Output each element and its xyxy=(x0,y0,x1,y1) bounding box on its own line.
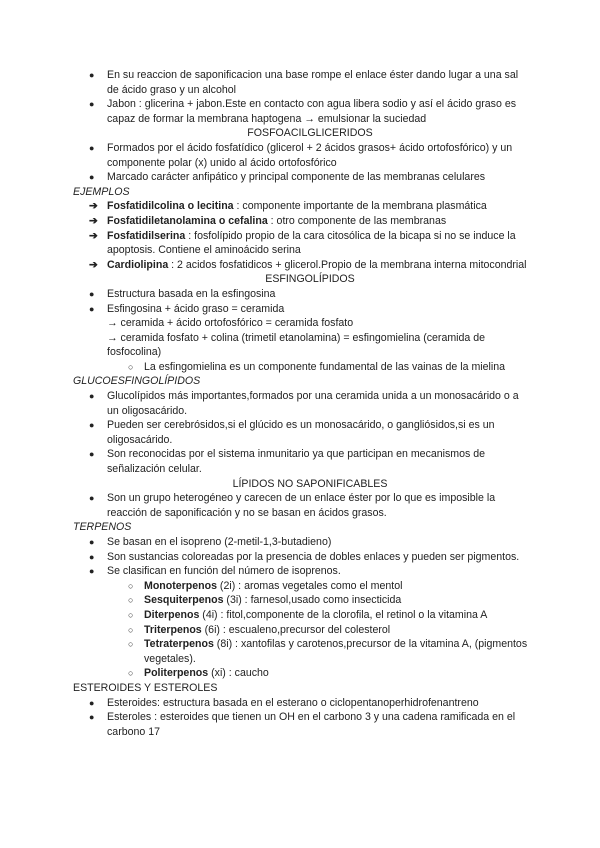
section-heading: ESTEROIDES Y ESTEROLES xyxy=(73,681,218,694)
sub-list-item: ○ Sesquiterpenos (3i) : farnesol,usado como insecticida xyxy=(128,594,402,607)
list-item: ➔ Cardiolipina : 2 acidos fosfatidicos + glicerol.Propio de la membrana interna mitocondrial xyxy=(89,258,527,271)
circle-bullet-icon: ○ xyxy=(128,624,134,635)
circle-bullet-icon: ○ xyxy=(128,580,134,591)
bullet-icon: ● xyxy=(89,566,95,577)
bullet-icon: ● xyxy=(89,449,95,460)
circle-bullet-icon: ○ xyxy=(128,609,134,620)
bullet-icon: ● xyxy=(89,172,95,183)
list-item: ● Glucolípidos más importantes,formados por una ceramida unida a un monosacárido o a un oligosacárido. xyxy=(89,390,519,417)
bullet-icon: ● xyxy=(89,288,95,299)
section-heading: EJEMPLOS xyxy=(73,185,130,198)
sub-list-item: ○ Politerpenos (xi) : caucho xyxy=(128,667,269,680)
list-item: ➔ Fosfatidilcolina o lecitina : componente importante de la membrana plasmática xyxy=(89,200,487,213)
bullet-icon: ● xyxy=(89,697,95,708)
list-item: ● Esteroides: estructura basada en el esterano o ciclopentanoperhidrofenantreno xyxy=(89,696,479,709)
section-heading: GLUCOESFINGOLÍPIDOS xyxy=(73,375,201,388)
list-item: ➔ Fosfatidiletanolamina o cefalina : otro componente de las membranas xyxy=(89,214,447,227)
list-item: ● En su reaccion de saponificacion una base rompe el enlace éster dando lugar a una sal de ácido graso y un alcohol xyxy=(89,69,519,96)
list-item: ● Son un grupo heterogéneo y carecen de un enlace éster por lo que es imposible la reacción de saponificación y no se basan en ácidos grasos. xyxy=(89,492,496,519)
list-item: ● Esteroles : esteroides que tienen un OH en el carbono 3 y una cadena ramificada en el carbono 17 xyxy=(89,711,516,738)
bullet-icon: ● xyxy=(89,391,95,402)
section-heading: TERPENOS xyxy=(73,521,132,534)
circle-bullet-icon: ○ xyxy=(128,639,134,650)
list-item: ● Son sustancias coloreadas por la presencia de dobles enlaces y pueden ser pigmentos. xyxy=(89,550,520,563)
circle-bullet-icon: ○ xyxy=(128,595,134,606)
bullet-icon: ● xyxy=(89,142,95,153)
list-item: ● Esfingosina + ácido graso = ceramida xyxy=(89,302,285,315)
circle-bullet-icon: ○ xyxy=(128,668,134,679)
list-item-continuation: → ceramida + ácido ortofosfórico = ceramida fosfato xyxy=(107,317,354,330)
list-item: ● Se clasifican en función del número de isoprenos. xyxy=(89,565,341,578)
bullet-icon: ● xyxy=(89,712,95,723)
list-item: ➔ Fosfatidilserina : fosfolípido propio de la cara citosólica de la bicapa si no se induce la apoptosis. Contiene el aminoácido serina xyxy=(89,229,516,257)
list-item: ● Marcado carácter anfipático y principal componente de las membranas celulares xyxy=(89,171,486,184)
sub-list-item: ○ Triterpenos (6i) : escualeno,precursor del colesterol xyxy=(128,623,391,636)
arrow-icon: ➔ xyxy=(89,214,98,227)
section-heading: ESFINGOLÍPIDOS xyxy=(265,273,355,286)
arrow-icon: ➔ xyxy=(89,229,98,242)
sub-list-item: ○ Tetraterpenos (8i) : xantofilas y carotenos,precursor de la vitamina A, (pigmentos vegetales). xyxy=(128,638,528,665)
arrow-icon: ➔ xyxy=(89,200,98,213)
list-item: ● Formados por el ácido fosfatídico (glicerol + 2 ácidos grasos+ ácido ortofosfórico) y un componente polar (x) unido al ácido ortofosfórico xyxy=(89,141,513,169)
bullet-icon: ● xyxy=(89,420,95,431)
arrow-icon: ➔ xyxy=(89,258,98,271)
bullet-icon: ● xyxy=(89,551,95,562)
bullet-icon: ● xyxy=(89,303,95,314)
list-item: ● Son reconocidas por el sistema inmunitario ya que participan en mecanismos de señalización celular. xyxy=(89,448,486,476)
bullet-icon: ● xyxy=(89,99,95,110)
sub-list-item: ○ Monoterpenos (2i) : aromas vegetales como el mentol xyxy=(128,579,403,592)
sub-list-item: ○ La esfingomielina es un componente fundamental de las vainas de la mielina xyxy=(128,360,506,373)
bullet-icon: ● xyxy=(89,537,95,547)
list-item-continuation: → ceramida fosfato + colina (trimetil etanolamina) = esfingomielina (ceramida de fosfocolina) xyxy=(107,331,486,359)
bullet-icon: ● xyxy=(89,70,95,80)
section-heading: FOSFOACILGLICERIDOS xyxy=(247,127,373,140)
list-item: ● Jabon : glicerina + jabon.Este en contacto con agua libera sodio y así el ácido graso es capaz de formar la membrana haptogena → emulsionar la suciedad xyxy=(89,98,517,125)
sub-list-item: ○ Diterpenos (4i) : fitol,componente de la clorofila, el retinol o la vitamina A xyxy=(128,608,488,621)
list-item: ● Se basan en el isopreno (2-metil-1,3-butadieno) xyxy=(89,536,332,548)
document-page xyxy=(0,68,600,739)
list-item: ● Estructura basada en la esfingosina xyxy=(89,287,276,300)
circle-bullet-icon: ○ xyxy=(128,361,134,372)
bullet-icon: ● xyxy=(89,493,95,504)
list-item: ● Pueden ser cerebrósidos,si el glúcido es un monosacárido, o gangliósidos,si es un oligosacárido. xyxy=(89,419,495,446)
section-heading: LÍPIDOS NO SAPONIFICABLES xyxy=(232,477,388,490)
